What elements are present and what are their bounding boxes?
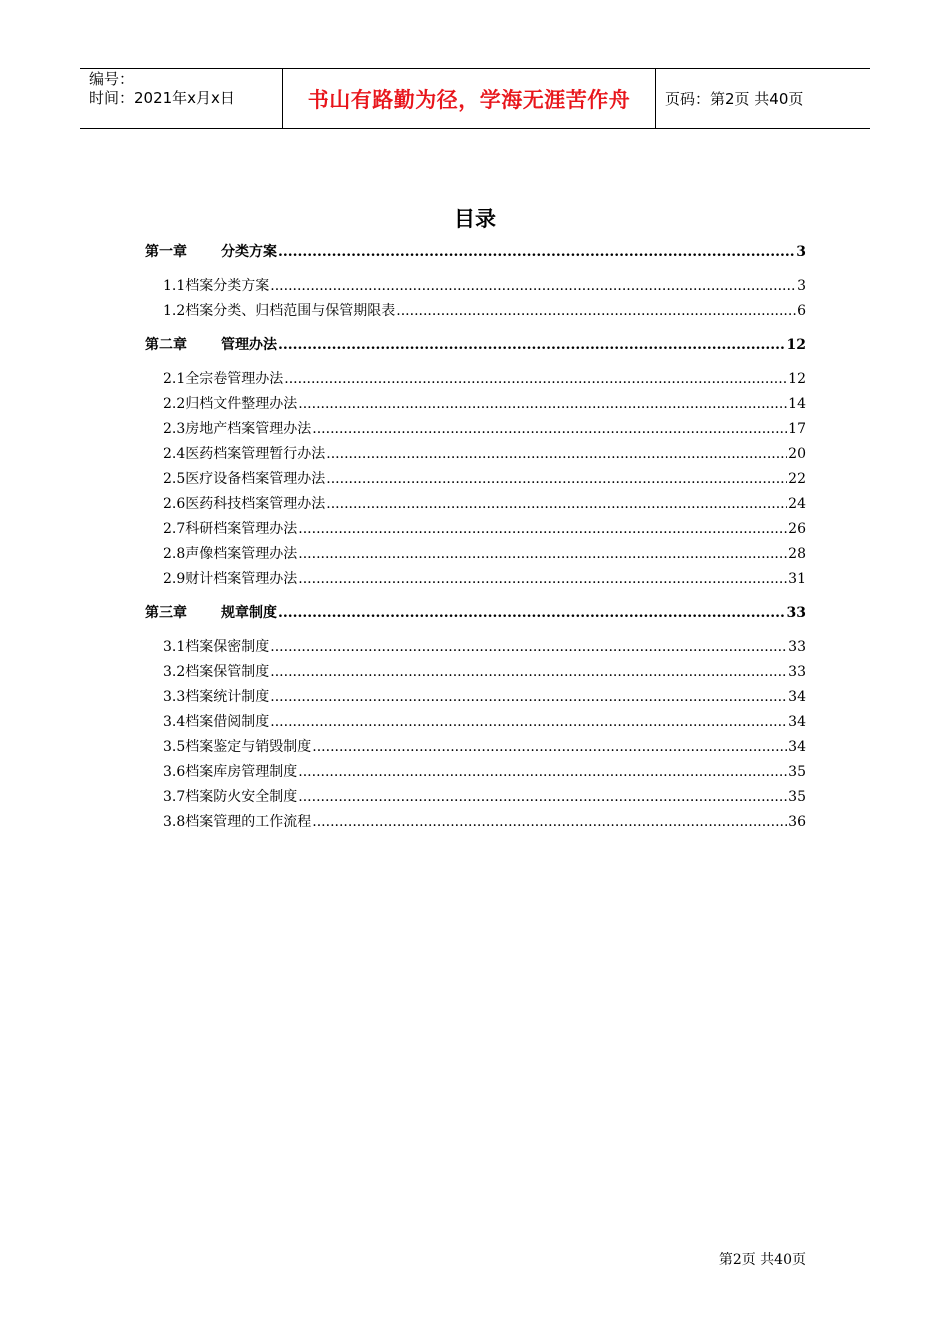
document-number: 编号： (89, 70, 135, 88)
toc-section-entry[interactable] (163, 713, 806, 731)
toc-entry-label: 档案保管制度 (185, 664, 270, 680)
toc-dot-leader (326, 445, 787, 463)
toc-chapter-entry[interactable] (145, 243, 806, 261)
toc-entry-number: 3.3 (163, 689, 186, 705)
toc-dot-leader (312, 738, 787, 756)
toc-entry-number: 第三章 (145, 605, 187, 621)
toc-dot-leader (298, 763, 787, 781)
toc-dot-leader (312, 420, 787, 438)
toc-entry-page: 14 (788, 396, 806, 412)
toc-dot-leader (284, 370, 787, 388)
toc-entry-page: 33 (788, 664, 806, 680)
toc-entry-number: 3.5 (163, 739, 186, 755)
toc-section-entry[interactable] (163, 738, 806, 756)
toc-dot-leader (298, 788, 787, 806)
toc-entry-label: 档案库房管理制度 (185, 764, 298, 780)
toc-entry-page: 26 (788, 521, 806, 537)
toc-section-entry[interactable] (163, 445, 806, 463)
toc-entry-label: 医药科技档案管理办法 (185, 496, 326, 512)
toc-dot-leader (270, 638, 787, 656)
toc-entry-label: 规章制度 (221, 605, 277, 621)
toc-entry-number: 3.6 (163, 764, 186, 780)
toc-entry-page: 6 (797, 303, 806, 319)
toc-entry-label: 档案保密制度 (185, 639, 270, 655)
toc-entry-number: 2.9 (163, 571, 186, 587)
page-footer: 第2页 共40页 (718, 1252, 806, 1268)
toc-entry-page: 34 (788, 714, 806, 730)
toc-entry-number: 第二章 (145, 337, 187, 353)
toc-entry-number: 2.4 (163, 446, 186, 462)
header-motto: 书山有路勤为径，学海无涯苦作舟 (282, 69, 656, 128)
toc-entry-page: 34 (788, 689, 806, 705)
toc-entry-label: 档案统计制度 (185, 689, 270, 705)
toc-entry-number: 2.2 (163, 396, 186, 412)
toc-section-entry[interactable] (163, 545, 806, 563)
page-header (80, 68, 870, 129)
toc-entry-label: 全宗卷管理办法 (185, 371, 284, 387)
toc-entry-number: 2.7 (163, 521, 186, 537)
toc-entry-label: 档案管理的工作流程 (185, 814, 312, 830)
toc-entry-label: 医药档案管理暂行办法 (185, 446, 326, 462)
toc-entry-number: 2.5 (163, 471, 186, 487)
toc-dot-leader (270, 277, 796, 295)
header-page-number: 页码：第2页 共40页 (665, 90, 804, 108)
toc-dot-leader (396, 302, 796, 320)
toc-section-entry[interactable] (163, 395, 806, 413)
toc-section-entry[interactable] (163, 520, 806, 538)
toc-chapter-entry[interactable] (145, 336, 806, 354)
toc-dot-leader (298, 395, 787, 413)
toc-section-entry[interactable] (163, 420, 806, 438)
toc-section-entry[interactable] (163, 277, 806, 295)
toc-section-entry[interactable] (163, 638, 806, 656)
toc-section-entry[interactable] (163, 763, 806, 781)
toc-entry-number: 第一章 (145, 244, 187, 260)
toc-dot-leader (270, 713, 787, 731)
toc-section-entry[interactable] (163, 495, 806, 513)
toc-entry-label: 科研档案管理办法 (185, 521, 298, 537)
toc-dot-leader (278, 604, 786, 622)
toc-entry-number: 2.8 (163, 546, 186, 562)
toc-dot-leader (298, 570, 787, 588)
document-date: 时间：2021年x月x日 (89, 89, 235, 107)
toc-chapter-entry[interactable] (145, 604, 806, 622)
toc-dot-leader (298, 520, 787, 538)
toc-entry-label: 档案鉴定与销毁制度 (185, 739, 312, 755)
toc-entry-label: 档案防火安全制度 (185, 789, 298, 805)
toc-entry-number: 3.7 (163, 789, 186, 805)
toc-entry-page: 33 (786, 605, 806, 621)
toc-entry-page: 12 (786, 337, 806, 353)
toc-section-entry[interactable] (163, 570, 806, 588)
toc-section-entry[interactable] (163, 470, 806, 488)
toc-entry-label: 档案分类方案 (185, 278, 270, 294)
toc-entry-number: 1.1 (163, 278, 186, 294)
toc-entry-number: 2.6 (163, 496, 186, 512)
toc-entry-label: 医疗设备档案管理办法 (185, 471, 326, 487)
header-meta (80, 69, 282, 128)
toc-entry-page: 35 (788, 764, 806, 780)
toc-entry-label: 档案分类、归档范围与保管期限表 (185, 303, 396, 319)
toc-entry-number: 2.1 (163, 371, 186, 387)
toc-section-entry[interactable] (163, 663, 806, 681)
toc-dot-leader (278, 243, 795, 261)
toc-section-entry[interactable] (163, 688, 806, 706)
toc-entry-page: 3 (796, 244, 806, 260)
toc-entry-label: 财计档案管理办法 (185, 571, 298, 587)
toc-entry-number: 1.2 (163, 303, 186, 319)
toc-dot-leader (326, 495, 787, 513)
toc-entry-page: 22 (788, 471, 806, 487)
toc-title: 目录 (454, 207, 496, 231)
toc-entry-page: 3 (797, 278, 806, 294)
toc-entry-label: 归档文件整理办法 (185, 396, 298, 412)
toc-entry-page: 24 (788, 496, 806, 512)
toc-entry-page: 34 (788, 739, 806, 755)
toc-entry-page: 12 (788, 371, 806, 387)
toc-entry-page: 33 (788, 639, 806, 655)
toc-dot-leader (270, 688, 787, 706)
toc-section-entry[interactable] (163, 813, 806, 831)
toc-entry-number: 3.2 (163, 664, 186, 680)
toc-entry-number: 2.3 (163, 421, 186, 437)
toc-section-entry[interactable] (163, 788, 806, 806)
toc-dot-leader (312, 813, 787, 831)
toc-dot-leader (278, 336, 786, 354)
toc-section-entry[interactable] (163, 370, 806, 388)
toc-entry-label: 分类方案 (221, 244, 277, 260)
toc-dot-leader (326, 470, 787, 488)
toc-entry-page: 20 (788, 446, 806, 462)
toc-entry-page: 28 (788, 546, 806, 562)
toc-entry-number: 3.4 (163, 714, 186, 730)
toc-entry-page: 31 (788, 571, 806, 587)
toc-dot-leader (298, 545, 787, 563)
toc-entry-page: 36 (788, 814, 806, 830)
toc-dot-leader (270, 663, 787, 681)
toc-entry-label: 管理办法 (221, 337, 277, 353)
toc-entry-number: 3.1 (163, 639, 186, 655)
toc-entry-label: 档案借阅制度 (185, 714, 270, 730)
toc-section-entry[interactable] (163, 302, 806, 320)
toc-entry-label: 声像档案管理办法 (185, 546, 298, 562)
toc-entry-number: 3.8 (163, 814, 186, 830)
toc-entry-label: 房地产档案管理办法 (185, 421, 312, 437)
toc-entry-page: 17 (788, 421, 806, 437)
toc-entry-page: 35 (788, 789, 806, 805)
